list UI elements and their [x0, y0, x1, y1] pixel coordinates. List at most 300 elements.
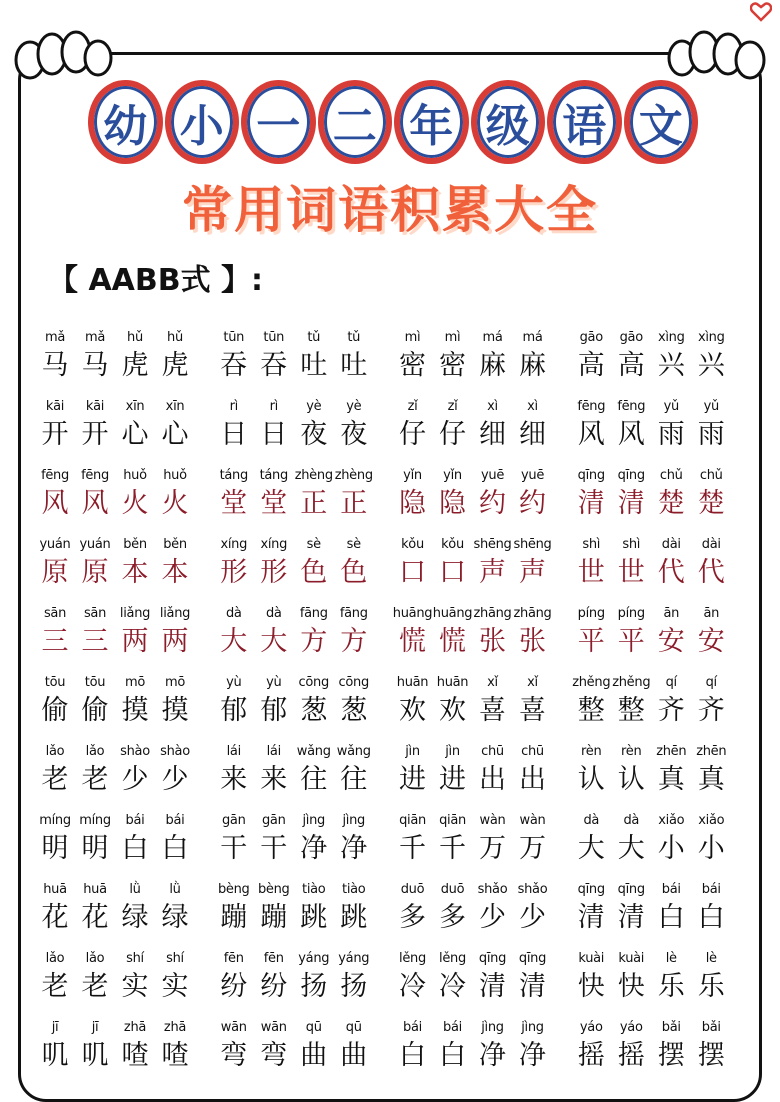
hanzi: 心: [161, 419, 189, 450]
syllable: [115, 949, 155, 1007]
syllable: [214, 742, 254, 800]
syllable: [513, 466, 553, 524]
pinyin: dà: [265, 606, 282, 621]
pinyin: zhèng: [294, 468, 333, 483]
word-item: [35, 1018, 214, 1076]
pinyin: lǎo: [85, 744, 105, 759]
pinyin: chǔ: [659, 468, 683, 483]
hanzi: 安: [657, 626, 685, 657]
pinyin: wàn: [479, 813, 506, 828]
pinyin: mō: [164, 675, 186, 690]
title-char: 年: [394, 80, 469, 164]
pinyin: zǐ: [407, 399, 418, 414]
pinyin: fēn: [223, 951, 244, 966]
hanzi: 进: [399, 764, 426, 795]
syllable: [691, 673, 731, 731]
pinyin: míng: [79, 813, 111, 828]
pinyin: lǎo: [85, 951, 105, 966]
hanzi: 千: [439, 833, 466, 864]
syllable: [294, 742, 334, 800]
hanzi: 清: [617, 902, 645, 933]
pinyin: tūn: [263, 330, 285, 345]
pinyin: zhèng: [334, 468, 373, 483]
pinyin: rèn: [581, 744, 602, 759]
hanzi: 纷: [220, 971, 248, 1002]
hanzi: 绿: [121, 902, 149, 933]
hanzi: 净: [479, 1040, 506, 1071]
hanzi: 万: [479, 833, 506, 864]
syllable: [611, 328, 651, 386]
title-char: 文: [624, 80, 699, 164]
pinyin: huǒ: [123, 468, 147, 483]
pinyin: yuán: [39, 537, 71, 552]
syllable: [214, 535, 254, 593]
pinyin: lái: [266, 744, 281, 759]
hanzi: 世: [617, 557, 645, 588]
hanzi: 摸: [161, 695, 189, 726]
hanzi: 代: [697, 557, 725, 588]
syllable: [254, 397, 294, 455]
hanzi: 火: [161, 488, 189, 519]
hanzi: 老: [41, 971, 69, 1002]
hanzi: 来: [220, 764, 248, 795]
syllable: [611, 811, 651, 869]
title-char: 小: [165, 80, 240, 164]
hanzi: 欢: [399, 695, 426, 726]
word-item: [393, 811, 572, 869]
hanzi: 原: [81, 557, 109, 588]
hanzi: 真: [657, 764, 685, 795]
hanzi: 喳: [121, 1040, 149, 1071]
word-item: [393, 949, 572, 1007]
syllable: [35, 604, 75, 662]
syllable: [651, 466, 691, 524]
pinyin: kāi: [85, 399, 105, 414]
pinyin: lái: [226, 744, 241, 759]
pinyin: bái: [165, 813, 185, 828]
pinyin: huān: [436, 675, 469, 690]
syllable: [691, 811, 731, 869]
syllable: [513, 604, 553, 662]
pinyin: qiān: [399, 813, 426, 828]
word-item: [571, 466, 750, 524]
syllable: [433, 880, 473, 938]
syllable: [115, 811, 155, 869]
syllable: [155, 328, 195, 386]
word-item: [571, 1018, 750, 1076]
pinyin: bèng: [257, 882, 290, 897]
hanzi: 仔: [439, 419, 466, 450]
syllable: [155, 535, 195, 593]
syllable: [433, 466, 473, 524]
hanzi: 麻: [519, 350, 546, 381]
pinyin: huǒ: [163, 468, 187, 483]
syllable: [473, 742, 513, 800]
pinyin: jìng: [342, 813, 365, 828]
pinyin: zhěng: [572, 675, 611, 690]
hanzi: 清: [479, 971, 506, 1002]
syllable: [651, 1018, 691, 1076]
syllable: [294, 397, 334, 455]
word-item: [35, 742, 214, 800]
syllable: [433, 949, 473, 1007]
syllable: [35, 673, 75, 731]
pinyin: qīng: [577, 882, 605, 897]
hanzi: 喜: [519, 695, 546, 726]
syllable: [254, 466, 294, 524]
pinyin: fēng: [41, 468, 69, 483]
syllable: [334, 742, 374, 800]
syllable: [611, 466, 651, 524]
pinyin: shǎo: [517, 882, 548, 897]
pinyin: shào: [120, 744, 150, 759]
pinyin: qí: [665, 675, 677, 690]
syllable: [334, 328, 374, 386]
hanzi: 约: [479, 488, 506, 519]
hanzi: 少: [161, 764, 189, 795]
hanzi: 两: [161, 626, 189, 657]
syllable: [155, 949, 195, 1007]
pinyin: jìng: [521, 1020, 544, 1035]
syllable: [155, 673, 195, 731]
hanzi: 跳: [300, 902, 328, 933]
syllable: [691, 397, 731, 455]
pinyin: yáo: [619, 1020, 643, 1035]
pinyin: huān: [396, 675, 429, 690]
syllable: [571, 949, 611, 1007]
hanzi: 整: [617, 695, 645, 726]
hanzi: 堂: [260, 488, 288, 519]
hanzi: 偷: [81, 695, 109, 726]
syllable: [155, 880, 195, 938]
pinyin: zhā: [163, 1020, 187, 1035]
syllable: [35, 811, 75, 869]
hanzi: 老: [81, 971, 109, 1002]
hanzi: 声: [479, 557, 506, 588]
word-item: [35, 535, 214, 593]
syllable: [35, 535, 75, 593]
syllable: [433, 811, 473, 869]
hanzi: 真: [697, 764, 725, 795]
syllable: [473, 673, 513, 731]
pinyin: wān: [260, 1020, 287, 1035]
pinyin: gān: [261, 813, 286, 828]
word-item: [214, 466, 393, 524]
pinyin: lǎo: [45, 951, 65, 966]
syllable: [473, 535, 513, 593]
hanzi: 正: [340, 488, 368, 519]
syllable: [254, 328, 294, 386]
pinyin: fēng: [617, 399, 646, 414]
syllable: [75, 328, 115, 386]
syllable: [691, 880, 731, 938]
hanzi: 快: [577, 971, 605, 1002]
word-item: [214, 604, 393, 662]
syllable: [155, 1018, 195, 1076]
pinyin: duō: [400, 882, 425, 897]
syllable: [691, 1018, 731, 1076]
hanzi: 密: [399, 350, 426, 381]
hanzi: 心: [121, 419, 149, 450]
hanzi: 色: [340, 557, 368, 588]
syllable: [334, 397, 374, 455]
pinyin: tǔ: [347, 330, 361, 345]
word-item: [35, 949, 214, 1007]
syllable: [115, 328, 155, 386]
syllable: [473, 466, 513, 524]
pinyin: zhā: [123, 1020, 147, 1035]
pinyin: fēng: [577, 399, 606, 414]
hanzi: 世: [577, 557, 605, 588]
hanzi: 白: [121, 833, 149, 864]
pinyin: mǎ: [44, 330, 66, 345]
title-char: 幼: [88, 80, 163, 164]
pinyin: wàn: [519, 813, 546, 828]
word-item: [35, 880, 214, 938]
hanzi: 风: [617, 419, 645, 450]
pinyin: jī: [51, 1020, 59, 1035]
pinyin: bǎi: [701, 1020, 721, 1035]
hanzi: 两: [121, 626, 149, 657]
pinyin: shí: [126, 951, 144, 966]
hanzi: 少: [121, 764, 149, 795]
hanzi: 往: [300, 764, 328, 795]
syllable: [611, 604, 651, 662]
word-item: [571, 880, 750, 938]
hanzi: 净: [300, 833, 328, 864]
hanzi: 叽: [41, 1040, 69, 1071]
pinyin: kuài: [578, 951, 605, 966]
syllable: [651, 397, 691, 455]
hanzi: 大: [617, 833, 645, 864]
syllable: [254, 1018, 294, 1076]
hanzi: 花: [81, 902, 109, 933]
syllable: [254, 673, 294, 731]
pinyin: qīng: [617, 882, 645, 897]
hanzi: 弯: [220, 1040, 248, 1071]
hanzi: 万: [519, 833, 546, 864]
syllable: [611, 673, 651, 731]
syllable: [254, 880, 294, 938]
hanzi: 本: [161, 557, 189, 588]
hanzi: 开: [41, 419, 69, 450]
pinyin: bái: [125, 813, 145, 828]
word-item: [214, 397, 393, 455]
syllable: [254, 604, 294, 662]
word-item: [214, 535, 393, 593]
syllable: [571, 673, 611, 731]
syllable: [571, 397, 611, 455]
pinyin: shì: [582, 537, 601, 552]
syllable: [75, 949, 115, 1007]
syllable: [571, 535, 611, 593]
syllable: [334, 604, 374, 662]
syllable: [294, 328, 334, 386]
word-item: [393, 1018, 572, 1076]
word-item: [393, 673, 572, 731]
hanzi: 吐: [340, 350, 368, 381]
pinyin: zhāng: [473, 606, 512, 621]
syllable: [214, 604, 254, 662]
pinyin: jìng: [481, 1020, 504, 1035]
pinyin: cōng: [338, 675, 369, 690]
pinyin: chū: [481, 744, 504, 759]
syllable: [651, 949, 691, 1007]
word-grid: [35, 328, 750, 1076]
hanzi: 原: [41, 557, 69, 588]
syllable: [214, 328, 254, 386]
hanzi: 雨: [697, 419, 725, 450]
pinyin: mǎ: [84, 330, 106, 345]
hanzi: 偷: [41, 695, 69, 726]
syllable: [214, 1018, 254, 1076]
hanzi: 高: [577, 350, 605, 381]
syllable: [691, 466, 731, 524]
syllable: [115, 397, 155, 455]
hanzi: 齐: [657, 695, 685, 726]
hanzi: 楚: [697, 488, 725, 519]
hanzi: 火: [121, 488, 149, 519]
pinyin: hǔ: [127, 330, 143, 345]
hanzi: 乐: [657, 971, 685, 1002]
pinyin: lè: [665, 951, 677, 966]
syllable: [115, 880, 155, 938]
hanzi: 齐: [697, 695, 725, 726]
pinyin: xìng: [657, 330, 685, 345]
hanzi: 多: [399, 902, 426, 933]
hanzi: 少: [479, 902, 506, 933]
hanzi: 蹦: [260, 902, 288, 933]
syllable: [651, 742, 691, 800]
syllable: [75, 1018, 115, 1076]
pinyin: tūn: [223, 330, 245, 345]
pinyin: xíng: [260, 537, 288, 552]
hanzi: 绿: [161, 902, 189, 933]
syllable: [294, 811, 334, 869]
syllable: [513, 811, 553, 869]
pinyin: shào: [160, 744, 190, 759]
hanzi: 清: [577, 902, 605, 933]
pinyin: zhāng: [513, 606, 552, 621]
hanzi: 虎: [121, 350, 149, 381]
hanzi: 葱: [300, 695, 328, 726]
pinyin: fēng: [81, 468, 109, 483]
hanzi: 叽: [81, 1040, 109, 1071]
pinyin: shēng: [513, 537, 552, 552]
hanzi: 马: [81, 350, 109, 381]
pinyin: sān: [83, 606, 107, 621]
pinyin: jī: [91, 1020, 99, 1035]
pinyin: táng: [219, 468, 248, 483]
word-item: [35, 466, 214, 524]
hanzi: 兴: [657, 350, 685, 381]
hanzi: 老: [81, 764, 109, 795]
syllable: [115, 673, 155, 731]
hanzi: 清: [577, 488, 605, 519]
hanzi: 郁: [260, 695, 288, 726]
syllable: [651, 880, 691, 938]
hanzi: 干: [220, 833, 248, 864]
pinyin: shì: [622, 537, 641, 552]
pinyin: sè: [346, 537, 361, 552]
syllable: [433, 673, 473, 731]
hanzi: 仔: [399, 419, 426, 450]
hanzi: 整: [577, 695, 605, 726]
hanzi: 明: [41, 833, 69, 864]
hanzi: 冷: [399, 971, 426, 1002]
hanzi: 隐: [439, 488, 466, 519]
hanzi: 欢: [439, 695, 466, 726]
pinyin: huāng: [432, 606, 473, 621]
pinyin: kǒu: [401, 537, 424, 552]
hanzi: 曲: [340, 1040, 368, 1071]
pinyin: tōu: [44, 675, 66, 690]
hanzi: 张: [479, 626, 506, 657]
hanzi: 本: [121, 557, 149, 588]
pinyin: yuán: [79, 537, 111, 552]
title-char: 一: [241, 80, 316, 164]
hanzi: 冷: [439, 971, 466, 1002]
hanzi: 白: [657, 902, 685, 933]
pinyin: xì: [527, 399, 538, 414]
pinyin: lǎo: [45, 744, 65, 759]
syllable: [691, 535, 731, 593]
word-item: [571, 604, 750, 662]
syllable: [334, 880, 374, 938]
word-item: [571, 811, 750, 869]
hanzi: 隐: [399, 488, 426, 519]
syllable: [611, 1018, 651, 1076]
pinyin: wǎng: [336, 744, 371, 759]
syllable: [473, 397, 513, 455]
word-item: [214, 1018, 393, 1076]
hanzi: 夜: [340, 419, 368, 450]
hanzi: 白: [161, 833, 189, 864]
pinyin: qí: [705, 675, 717, 690]
pinyin: běn: [163, 537, 187, 552]
syllable: [513, 880, 553, 938]
syllable: [75, 604, 115, 662]
syllable: [393, 949, 433, 1007]
hanzi: 日: [260, 419, 288, 450]
hanzi: 兴: [697, 350, 725, 381]
word-item: [571, 742, 750, 800]
syllable: [513, 1018, 553, 1076]
pinyin: yè: [346, 399, 362, 414]
pinyin: dà: [225, 606, 242, 621]
word-item: [214, 742, 393, 800]
pinyin: yǐn: [443, 468, 462, 483]
hanzi: 色: [300, 557, 328, 588]
hanzi: 方: [340, 626, 368, 657]
syllable: [115, 535, 155, 593]
word-item: [393, 880, 572, 938]
pinyin: yáo: [579, 1020, 603, 1035]
pinyin: xiǎo: [658, 813, 685, 828]
hanzi: 吞: [260, 350, 288, 381]
word-item: [393, 328, 572, 386]
hanzi: 慌: [399, 626, 426, 657]
syllable: [254, 949, 294, 1007]
hanzi: 来: [260, 764, 288, 795]
hanzi: 花: [41, 902, 69, 933]
pinyin: qīng: [617, 468, 645, 483]
word-item: [35, 328, 214, 386]
syllable: [473, 328, 513, 386]
hanzi: 大: [260, 626, 288, 657]
syllable: [571, 328, 611, 386]
syllable: [513, 673, 553, 731]
